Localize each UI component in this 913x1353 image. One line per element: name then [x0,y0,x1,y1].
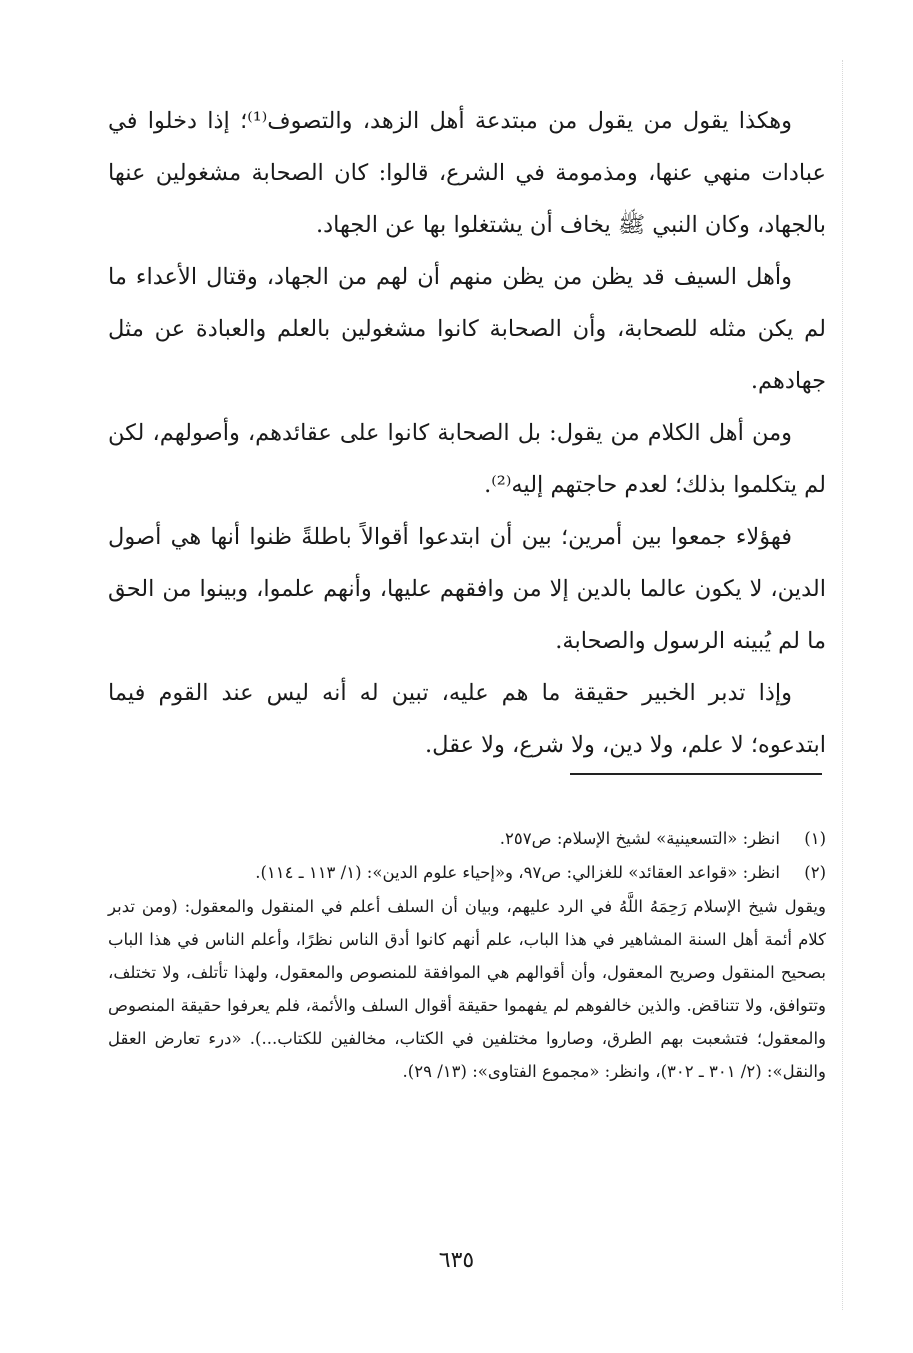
scan-edge-mark [842,60,843,1310]
paragraph-1: وهكذا يقول من يقول من مبتدعة أهل الزهد، والتصوف⁽¹⁾؛ إذا دخلوا في عبادات منهي عنها، ومذمومة في الشرع، قالوا: كان الصحابة مشغولين عنها بالجهاد، وكان النبي ﷺ يخاف أن يشتغلوا بها عن الجهاد. [108,108,826,238]
footnote-2-number: (٢) [804,863,826,882]
paragraph-5: وإذا تدبر الخبير حقيقة ما هم عليه، تبين له أنه ليس عند القوم فيما ابتدعوه؛ لا علم، ولا دين، ولا شرع، ولا عقل. [108,680,826,758]
footnote-1-text: انظر: «التسعينية» لشيخ الإسلام: ص٢٥٧. [499,829,780,848]
footnote-2 [108,856,826,889]
footnote-2-continuation: ويقول شيخ الإسلام رَحِمَهُ اللَّهُ في الرد عليهم، وبيان أن السلف أعلم في المنقول والمعقول: (ومن تدبر كلام أئمة أهل السنة المشاهير في هذا الباب، علم أنهم كانوا أدق الناس نظرًا، وأعلم الناس في هذا الباب بصحيح المنقول وصريح المعقول، وأن أقوالهم هي الموافقة للمنصوص والمعقول، ولهذا تأتلف، ولا تختلف، وتتوافق، ولا تتناقض. والذين خالفوهم لم يفهموا حقيقة أقوال السلف والأئمة، فلم يعرفوا حقيقة المنصوص والمعقول؛ فتشعبت بهم الطرق، وصاروا مختلفين في الكتاب، مخالفين للكتاب...). «درء تعارض العقل والنقل»: (٢/ ٣٠١ ـ ٣٠٢)، وانظر: «مجموع الفتاوى»: (١٣/ ٢٩). [108,897,826,1081]
footnote-1-number: (١) [804,829,826,848]
page-number: ٦٣٥ [438,1248,475,1273]
footnotes-block [108,822,826,1088]
paragraph-4: فهؤلاء جمعوا بين أمرين؛ بين أن ابتدعوا أقوالاً باطلةً ظنوا أنها هي أصول الدين، لا يكون عالما بالدين إلا من وافقهم عليها، وأنهم علموا، وبينوا من الحق ما لم يُبينه الرسول والصحابة. [108,524,826,654]
footnote-2-text: انظر: «قواعد العقائد» للغزالي: ص٩٧، و«إحياء علوم الدين»: (١/ ١١٣ ـ ١١٤). [255,863,780,882]
paragraph-2: وأهل السيف قد يظن من يظن منهم أن لهم من الجهاد، وقتال الأعداء ما لم يكن مثله للصحابة، وأن الصحابة كانوا مشغولين بالعلم والعبادة عن مثل جهادهم. [108,264,826,394]
paragraph-3: ومن أهل الكلام من يقول: بل الصحابة كانوا على عقائدهم، وأصولهم، لكن لم يتكلموا بذلك؛ لعدم حاجتهم إليه⁽²⁾. [108,420,826,498]
main-text-block [108,95,826,771]
footnote-1 [108,822,826,855]
footnote-separator [570,773,822,775]
